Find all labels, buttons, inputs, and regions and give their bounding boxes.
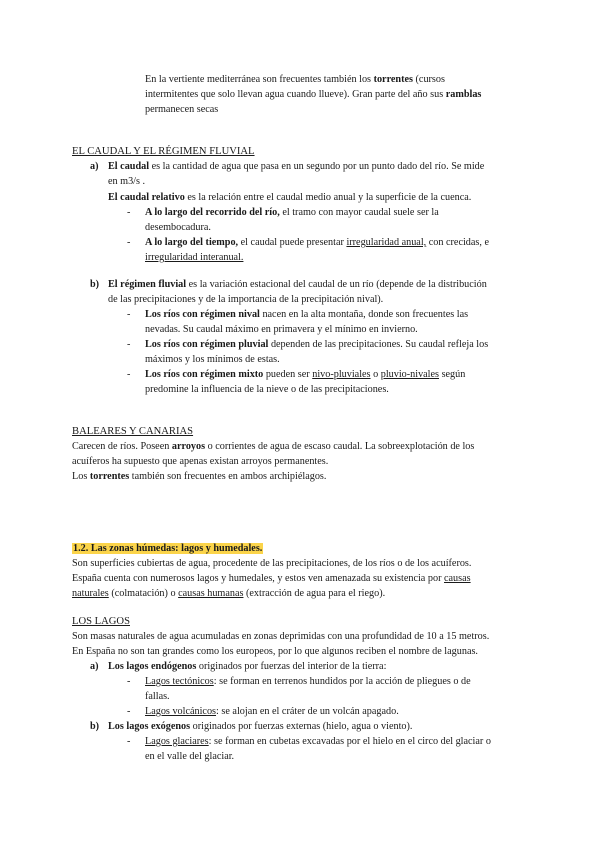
caudal-d1-line-2: desembocadura. [145, 222, 211, 233]
caudal-e2-dash: - [127, 339, 131, 350]
lagos-b-label: b) [90, 721, 100, 732]
caudal-heading: EL CAUDAL Y EL RÉGIMEN FLUVIAL [72, 146, 255, 157]
lagos-a-label: a) [90, 661, 99, 672]
lagos-g-line-1: Lagos glaciares: se forman en cubetas excavadas por el hielo en el circo del glaciar o [145, 736, 491, 747]
lagos-v-dash: - [127, 706, 131, 717]
caudal-d1-line-1: A lo largo del recorrido del río, el tramo con mayor caudal suele ser la [145, 207, 439, 218]
caudal-d2-line-1: A lo largo del tiempo, el caudal puede presentar irregularidad anual, con crecidas, e [145, 237, 489, 248]
lagos-a-line: Los lagos endógenos originados por fuerzas del interior de la tierra: [108, 661, 387, 672]
intro-line-3: permanecen secas [145, 104, 219, 115]
intro-line-1: En la vertiente mediterránea son frecuentes también los torrentes (cursos [145, 74, 445, 85]
lagos-t-dash: - [127, 676, 131, 687]
lagos-g-dash: - [127, 736, 131, 747]
caudal-a-line-1: El caudal es la cantidad de agua que pasa en un segundo por un punto dado del río. Se mide [108, 161, 485, 172]
lagos-line-1: Son masas naturales de agua acumuladas en zonas deprimidas con una profundidad de 10 a 15 metros. [72, 631, 490, 642]
caudal-a-label: a) [90, 161, 99, 172]
caudal-e1-dash: - [127, 309, 131, 320]
caudal-e2-line-1: Los ríos con régimen pluvial dependen de las precipitaciones. Su caudal refleja los [145, 339, 489, 350]
baleares-line-1: Carecen de ríos. Poseen arroyos o corrientes de agua de escaso caudal. La sobreexplotación de los [72, 441, 475, 452]
caudal-e3-line-2: predomine la influencia de la nieve o de las precipitaciones. [145, 384, 389, 395]
caudal-a-line-2: en m3/s . [108, 176, 146, 187]
caudal-d2-line-2: irregularidad interanual. [145, 252, 244, 263]
zonas-line-2: España cuenta con numerosos lagos y humedales, y estos ven amenazada su existencia por causas [72, 573, 471, 584]
zonas-line-3: naturales (colmatación) o causas humanas (extracción de agua para el riego). [72, 588, 386, 599]
caudal-b-line-1: El régimen fluvial es la variación estacional del caudal de un río (depende de la distribución [108, 279, 487, 290]
caudal-d2-dash: - [127, 237, 131, 248]
caudal-e1-line-2: nevadas. Su caudal máximo en primavera y el mínimo en invierno. [145, 324, 418, 335]
intro-line-2: intermitentes que solo llevan agua cuando llueve). Gran parte del año sus ramblas [145, 89, 482, 100]
lagos-t-line-1: Lagos tectónicos: se forman en terrenos hundidos por la acción de pliegues o de [145, 676, 471, 687]
lagos-b-line: Los lagos exógenos originados por fuerzas externas (hielo, agua o viento). [108, 721, 413, 732]
baleares-heading: BALEARES Y CANARIAS [72, 426, 194, 437]
lagos-t-line-2: fallas. [145, 691, 170, 702]
caudal-relativo-line: El caudal relativo es la relación entre el caudal medio anual y la superficie de la cuenca. [108, 192, 472, 203]
lagos-line-2: En España no son tan grandes como los europeos, por lo que algunos reciben el nombre de lagunas. [72, 646, 478, 657]
zonas-heading: 1.2. Las zonas húmedas: lagos y humedales. [73, 543, 263, 554]
caudal-b-line-2: de las precipitaciones y de la importancia de la precipitación nival). [108, 294, 384, 305]
baleares-line-2: acuíferos ha supuesto que apenas existan arroyos permanentes. [72, 456, 329, 467]
caudal-d1-dash: - [127, 207, 131, 218]
caudal-b-label: b) [90, 279, 100, 290]
lagos-g-line-2: en el valle del glaciar. [145, 751, 235, 762]
caudal-e3-dash: - [127, 369, 131, 380]
lagos-v-line: Lagos volcánicos: se alojan en el cráter de un volcán apagado. [145, 706, 399, 717]
baleares-line-3: Los torrentes también son frecuentes en ambos archipiélagos. [72, 471, 327, 482]
zonas-line-1: Son superficies cubiertas de agua, procedente de las precipitaciones, de los ríos o de los acuíferos. [72, 558, 472, 569]
caudal-e1-line-1: Los ríos con régimen nival nacen en la alta montaña, donde son frecuentes las [145, 309, 469, 320]
caudal-e2-line-2: máximos y los mínimos de estas. [145, 354, 280, 365]
caudal-e3-line-1: Los ríos con régimen mixto pueden ser nivo-pluviales o pluvio-nivales según [145, 369, 466, 380]
lagos-heading: LOS LAGOS [72, 616, 130, 627]
